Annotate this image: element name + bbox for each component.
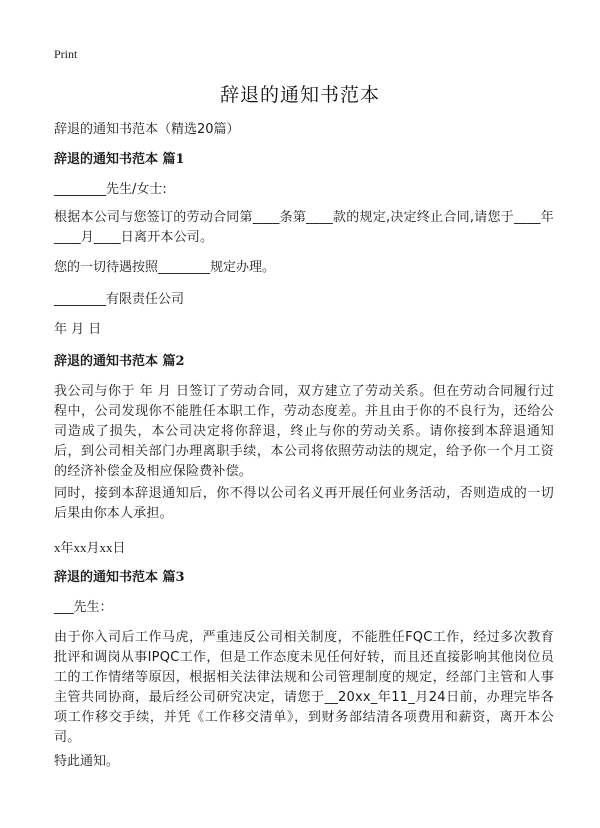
paragraph-1-2: 您的一切待遇按照________规定办理。 (54, 260, 276, 275)
date-2: x年xx月xx日 (54, 540, 126, 555)
section-heading-1: 辞退的通知书范本 篇1 (54, 152, 185, 167)
print-label[interactable]: Print (54, 47, 78, 61)
paragraph-2-2: 同时，接到本辞退通知后，你不得以公司名义再开展任何业务活动，否则造成的一切后果由你本人承担。 (54, 486, 554, 521)
paragraph-1-1: 根据本公司与您签订的劳动合同第____条第____款的规定,决定终止合同,请您于____年____月____日离开本公司。 (54, 210, 554, 245)
salutation-3: ___先生： (54, 600, 113, 615)
closing-3: 特此通知。 (54, 754, 120, 769)
document-subtitle: 辞退的通知书范本（精选20篇） (54, 122, 240, 137)
salutation-1: ________先生/女士: (54, 182, 167, 197)
section-heading-2: 辞退的通知书范本 篇2 (54, 354, 185, 369)
document-title: 辞退的通知书范本 (219, 84, 380, 106)
company-signature-1: ________有限责任公司 (54, 292, 185, 307)
paragraph-2-1: 我公司与你于 年 月 日签订了劳动合同，双方建立了劳动关系。但在劳动合同履行过程中，公司发现你不能胜任本职工作，劳动态度差。并且由于你的不良行为，还给公司造成了损失，本公司决定将你辞退，终止与你的劳动关系。请你接到本辞退通知后，到公司相关部门办理离职手续，本公司将依照劳动法的规定，给予你一个月工资的经济补偿金及相应保险费补偿。 (54, 384, 554, 479)
date-1: 年 月 日 (54, 322, 102, 337)
paragraph-3-1: 由于你入司后工作马虎，严重违反公司相关制度，不能胜任FQC工作，经过多次教育批评和调岗从事IPQC工作，但是工作态度未见任何好转，而且还直接影响其他岗位员工的工作情绪等原因，根据相关法律法规和公司管理制度的规定，经部门主管和人事主管共同协商，最后经公司研究决定，请您于__20xx_年11_月24日前，办理完毕各项工作移交手续，并凭《工作移交清单》，到财务部结清各项费用和薪资，离开本公司。 (54, 630, 554, 745)
section-heading-3: 辞退的通知书范本 篇3 (54, 570, 185, 585)
